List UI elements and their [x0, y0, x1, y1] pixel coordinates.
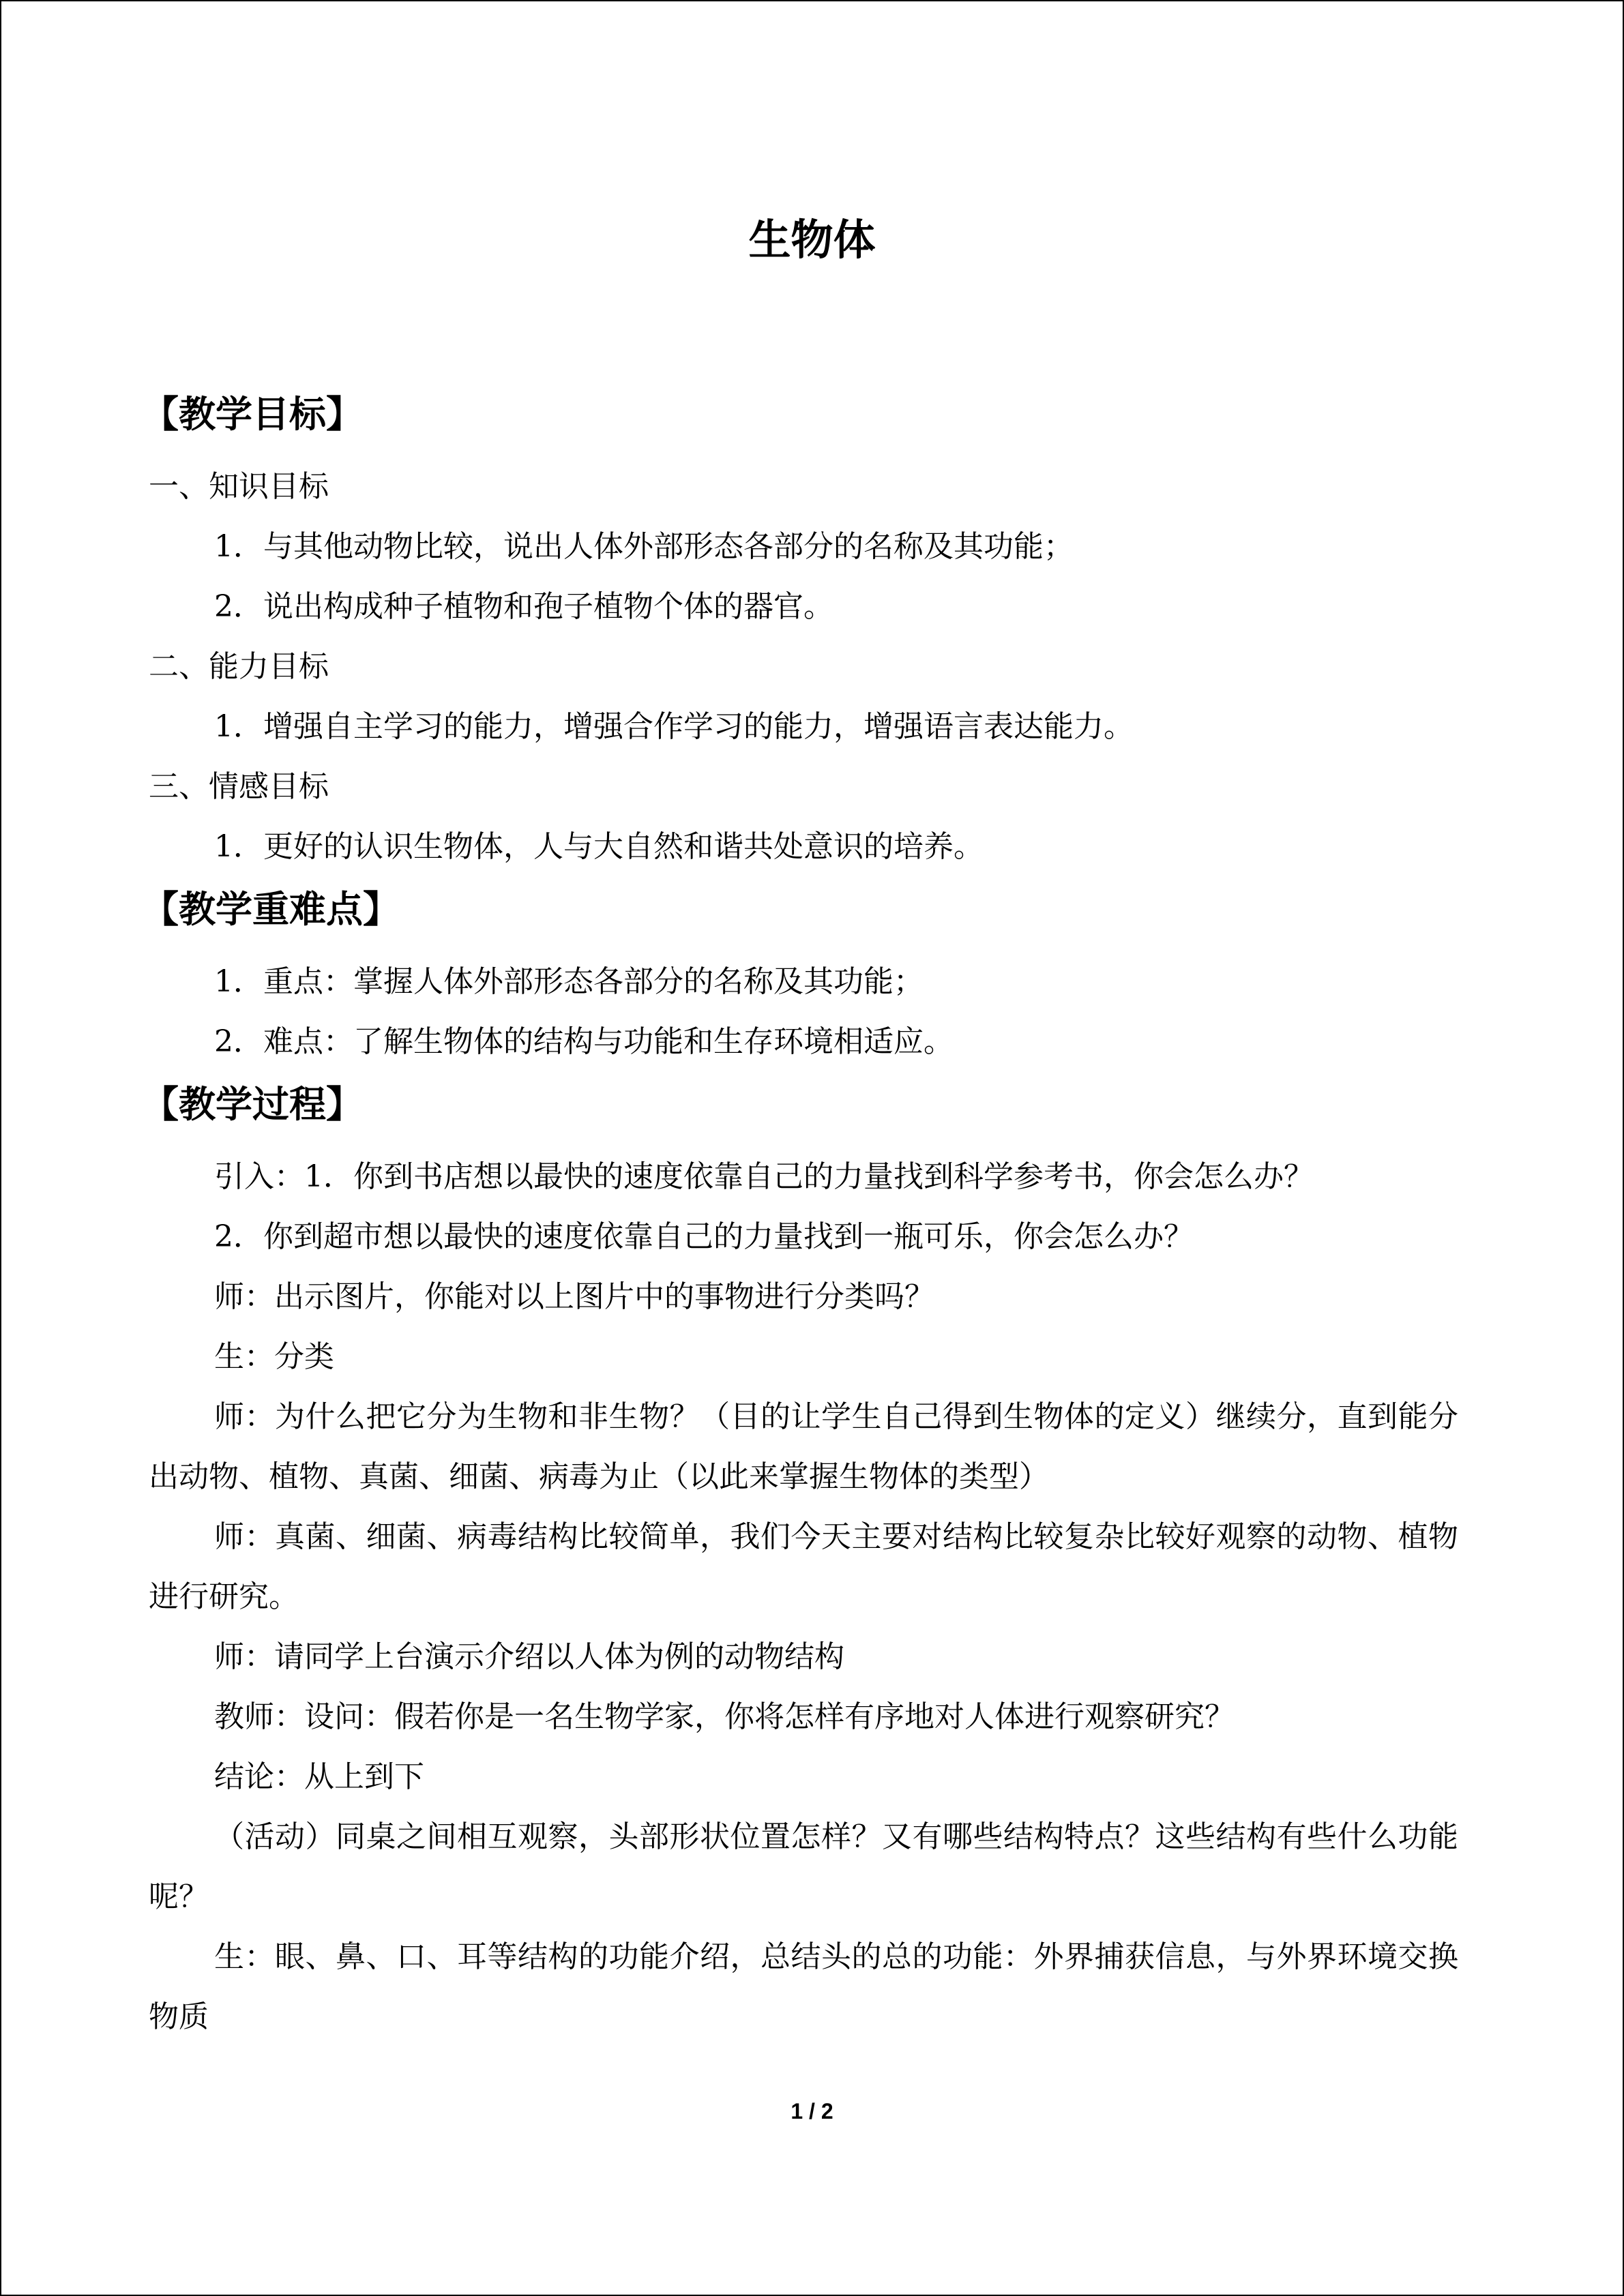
section-heading-process: 【教学过程】 [142, 1083, 363, 1126]
process-paragraph-8: 教师：设问：假若你是一名生物学家，你将怎样有序地对人体进行观察研究？ [214, 1699, 1235, 1734]
subsection-heading-emotion: 三、情感目标 [149, 769, 329, 804]
key-point-item-1: 1．重点：掌握人体外部形态各部分的名称及其功能； [214, 964, 924, 999]
page-title: 生物体 [748, 215, 876, 265]
knowledge-item-2: 2．说出构成种子植物和孢子植物个体的器官。 [214, 589, 833, 624]
page-number: 1 / 2 [791, 2099, 833, 2123]
section-heading-key-points: 【教学重难点】 [142, 888, 400, 931]
process-paragraph-6: 师：真菌、细菌、病毒结构比较简单，我们今天主要对结构比较复杂比较好观察的动物、植物进行研究。 [149, 1519, 1458, 1614]
process-paragraph-1: 引入：1．你到书店想以最快的速度依靠自己的力量找到科学参考书，你会怎么办？ [214, 1159, 1314, 1194]
section-heading-objectives: 【教学目标】 [142, 393, 363, 436]
subsection-heading-knowledge: 一、知识目标 [149, 469, 329, 504]
subsection-heading-ability: 二、能力目标 [149, 649, 329, 684]
process-paragraph-9: 结论：从上到下 [214, 1759, 424, 1794]
emotion-item-1: 1．更好的认识生物体，人与大自然和谐共处意识的培养。 [214, 829, 984, 864]
ability-item-1: 1．增强自主学习的能力，增强合作学习的能力，增强语言表达能力。 [214, 709, 1134, 744]
process-paragraph-11: 生：眼、鼻、口、耳等结构的功能介绍，总结头的总的功能：外界捕获信息，与外界环境交换物质 [149, 1939, 1458, 2034]
document-body [142, 382, 1458, 2047]
knowledge-item-1: 1．与其他动物比较，说出人体外部形态各部分的名称及其功能； [214, 529, 1074, 564]
process-paragraph-2: 2．你到超市想以最快的速度依靠自己的力量找到一瓶可乐，你会怎么办？ [214, 1219, 1194, 1254]
key-point-item-2: 2．难点：了解生物体的结构与功能和生存环境相适应。 [214, 1024, 954, 1059]
process-paragraph-7: 师：请同学上台演示介绍以人体为例的动物结构 [214, 1639, 844, 1674]
process-paragraph-5: 师：为什么把它分为生物和非生物？（目的让学生自己得到生物体的定义）继续分，直到能分出动物、植物、真菌、细菌、病毒为止（以此来掌握生物体的类型） [149, 1399, 1458, 1494]
process-paragraph-3: 师：出示图片，你能对以上图片中的事物进行分类吗？ [214, 1279, 934, 1314]
process-paragraph-10: （活动）同桌之间相互观察，头部形状位置怎样？又有哪些结构特点？这些结构有些什么功能呢？ [149, 1819, 1458, 1914]
process-paragraph-4: 生：分类 [214, 1339, 334, 1374]
